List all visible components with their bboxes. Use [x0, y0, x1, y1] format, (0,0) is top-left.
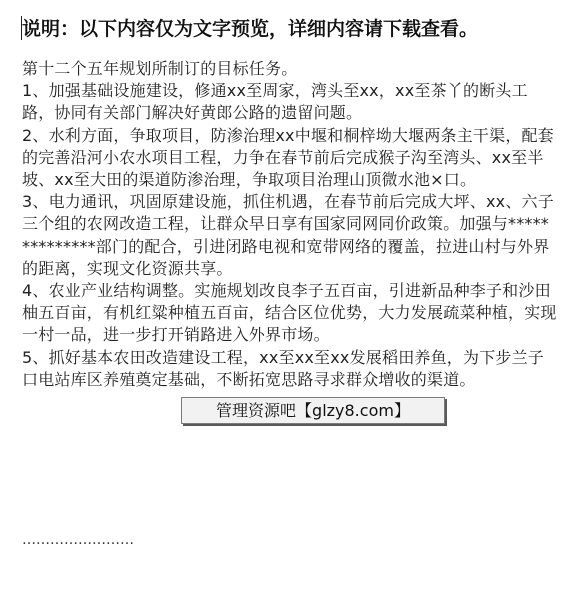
paragraph-intro: 第十二个五年规划所制订的目标任务。 — [22, 59, 298, 78]
preview-notice: 说明：以下内容仅为文字预览，详细内容请下载查看。 — [22, 18, 479, 40]
paragraph-item-2: 2、水利方面，争取项目，防渗治理xx中堰和桐梓坳大堰两条主干渠，配套的完善沿河小农水项目工程，力争在春节前后完成猴子沟至湾头、xx至半坡、xx至大田的渠道防渗治理，争取项目治理山顶微水池×口。 — [22, 125, 554, 190]
ellipsis: …………………… — [22, 532, 134, 548]
watermark-label: 管理资源吧【glzy8.com】 — [181, 397, 445, 424]
paragraph-item-5: 5、抓好基本农田改造建设工程，xx至xx至xx发展稻田养鱼，为下步兰子口电站库区养殖奠定基础，不断拓宽思路寻求群众增收的渠道。 — [22, 347, 544, 389]
paragraph-item-1: 1、加强基础设施建设，修通xx至周家，湾头至xx，xx至茶丫的断头工路，协同有关部门解决好黄郎公路的遗留问题。 — [22, 81, 528, 123]
paragraph-item-3: 3、电力通讯，巩固原建设施，抓住机遇，在春节前后完成大坪、xx、六子三个组的农网改造工程，让群众早日享有国家同网同价政策。加强与**************部门的配合，引进闭路电视和宽带网络的覆盖，拉进山村与外界的距离，实现文化资源共享。 — [22, 192, 554, 278]
document-body — [22, 58, 557, 391]
paragraph-item-4: 4、农业产业结构调整。实施规划改良李子五百亩，引进新品种李子和沙田柚五百亩，有机红粱种植五百亩，结合区位优势，大力发展疏菜种植，实现一村一品，进一步打开销路进入外界市场。 — [22, 281, 557, 345]
